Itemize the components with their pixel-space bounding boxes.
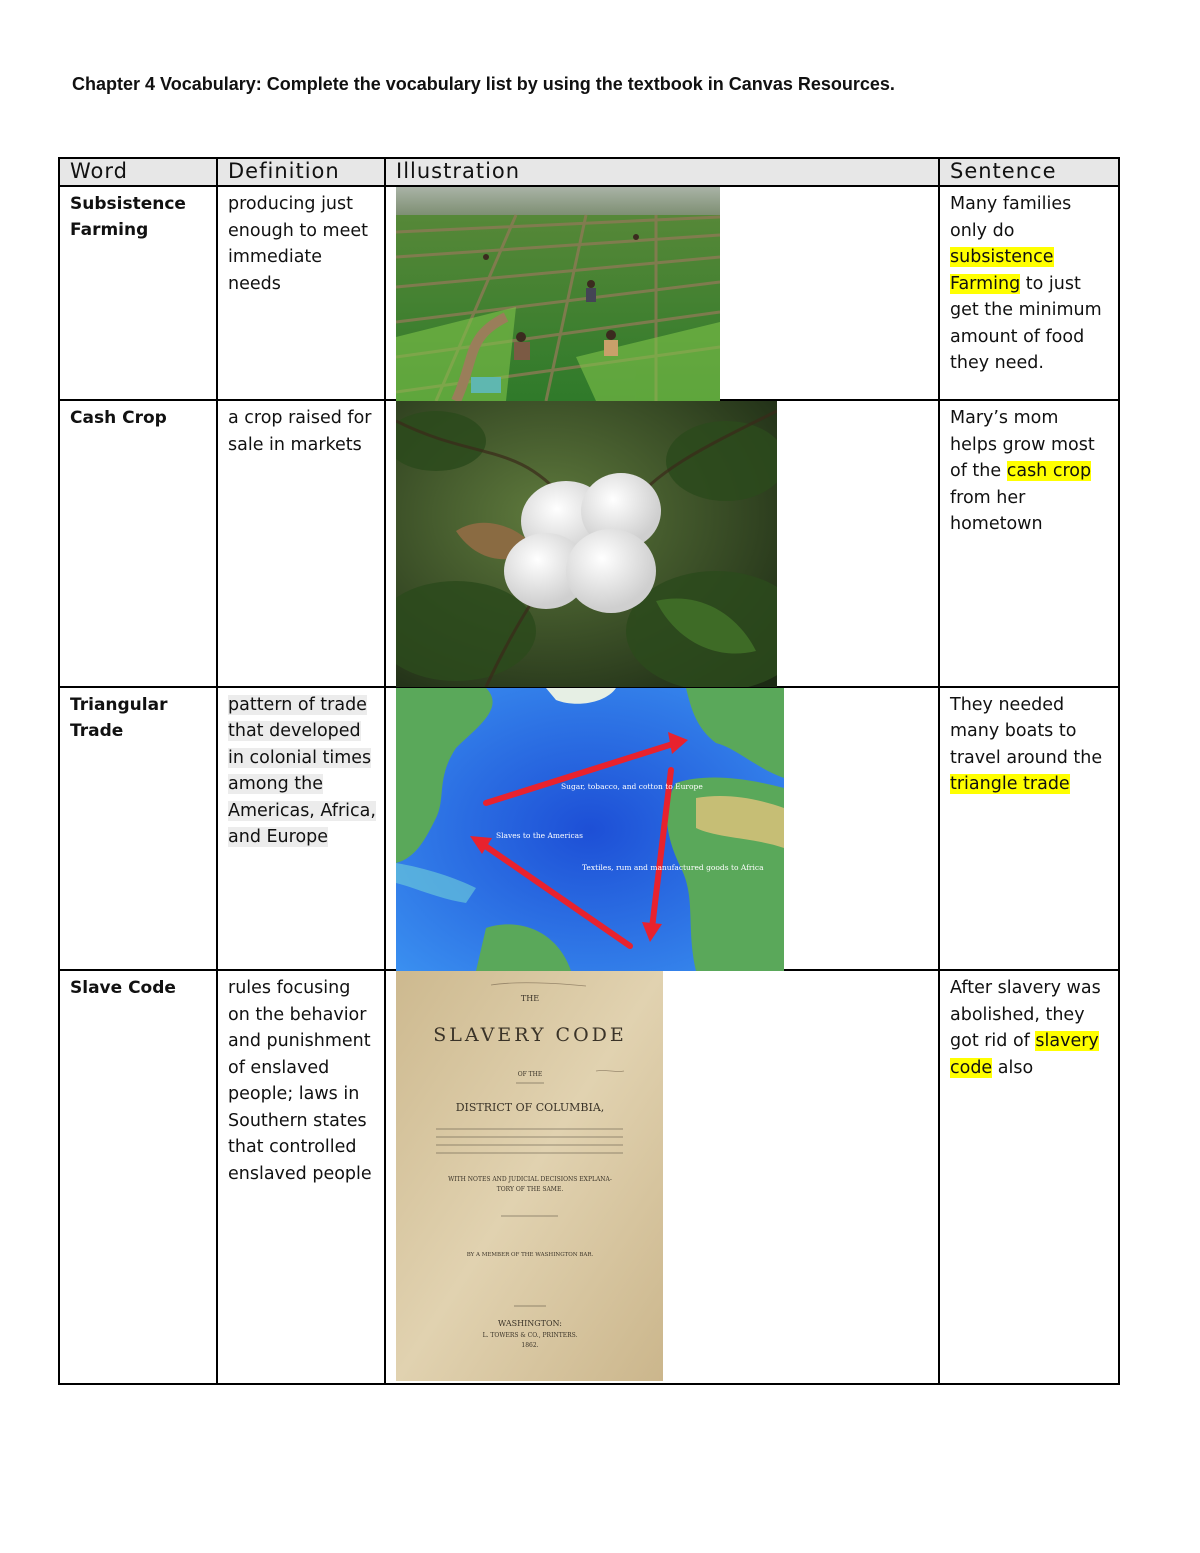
- highlighted-term: slavery code: [950, 1031, 1099, 1078]
- table-row: [59, 687, 1119, 970]
- book-district: DISTRICT OF COLUMBIA,: [455, 1101, 605, 1115]
- definition-text: producing just enough to meet immediate needs: [228, 194, 368, 294]
- book-with-notes: WITH NOTES AND JUDICIAL DECISIONS EXPLANA-: [448, 1176, 612, 1184]
- table-header-row: [59, 158, 1119, 186]
- vocabulary-table: [58, 157, 1120, 1385]
- sentence-cell: [939, 400, 1119, 686]
- illustration-cell: [385, 687, 939, 970]
- word-text: Cash Crop: [70, 408, 167, 429]
- book-city: WASHINGTON:: [498, 1319, 562, 1329]
- table-row: [59, 970, 1119, 1384]
- table-row: [59, 400, 1119, 686]
- map-label-americas: Slaves to the Americas: [496, 830, 583, 840]
- book-by: BY A MEMBER OF THE WASHINGTON BAR.: [466, 1252, 594, 1259]
- word-cell: [59, 970, 217, 1384]
- sentence-text: After slavery was abolished, they got rid of slavery code also: [950, 978, 1101, 1078]
- slavery-code-book-cover: [396, 971, 663, 1381]
- book-title: SLAVERY CODE: [433, 1024, 627, 1047]
- table-row: [59, 186, 1119, 400]
- definition-text: rules focusing on the behavior and punishment of enslaved people; laws in Southern states that controlled enslaved people: [228, 978, 372, 1184]
- definition-cell: [217, 970, 385, 1384]
- sentence-text: Many families only do subsistence Farming to just get the minimum amount of food they need.: [950, 194, 1102, 374]
- page-instructions: Chapter 4 Vocabulary: Complete the vocabulary list by using the textbook in Canvas Resources.: [72, 74, 895, 94]
- book-tory: TORY OF THE SAME.: [496, 1186, 564, 1194]
- sentence-cell: [939, 186, 1119, 400]
- sentence-cell: [939, 970, 1119, 1384]
- book-of-the: OF THE: [517, 1071, 543, 1079]
- sentence-cell: [939, 687, 1119, 970]
- highlighted-term: triangle trade: [950, 774, 1070, 795]
- map-label-europe: Sugar, tobacco, and cotton to Europe: [561, 781, 703, 791]
- highlighted-term: subsistence Farming: [950, 247, 1054, 294]
- highlighted-term: cash crop: [1006, 461, 1092, 482]
- definition-cell: [217, 687, 385, 970]
- header-illustration: Illustration: [385, 158, 939, 186]
- atlantic-map: [396, 688, 784, 971]
- word-text: Subsistence Farming: [70, 194, 186, 241]
- header-definition: Definition: [217, 158, 385, 186]
- cotton-boll-photo: [396, 401, 777, 687]
- definition-cell: [217, 400, 385, 686]
- farm-field-photo: [396, 187, 720, 401]
- illustration-cell: [385, 970, 939, 1384]
- word-text: Slave Code: [70, 978, 176, 999]
- definition-cell: [217, 186, 385, 400]
- word-text: Triangular Trade: [70, 694, 168, 741]
- sentence-text: They needed many boats to travel around the triangle trade: [950, 694, 1103, 795]
- illustration-cell: [385, 400, 939, 686]
- definition-text: a crop raised for sale in markets: [228, 408, 372, 455]
- book-year: 1862.: [521, 1342, 539, 1350]
- map-label-africa: Textiles, rum and manufactured goods to Africa: [582, 862, 764, 872]
- word-cell: [59, 687, 217, 970]
- illustration-cell: [385, 186, 939, 400]
- word-cell: [59, 400, 217, 686]
- sentence-text: Mary’s mom helps grow most of the cash crop from her hometown: [950, 408, 1095, 535]
- book-the: THE: [520, 994, 540, 1004]
- header-sentence: Sentence: [939, 158, 1119, 186]
- header-word: Word: [59, 158, 217, 186]
- book-printer: L. TOWERS & CO., PRINTERS.: [482, 1332, 578, 1340]
- definition-text: pattern of trade that developed in colonial times among the Americas, Africa, and Europe: [228, 694, 376, 848]
- word-cell: [59, 186, 217, 400]
